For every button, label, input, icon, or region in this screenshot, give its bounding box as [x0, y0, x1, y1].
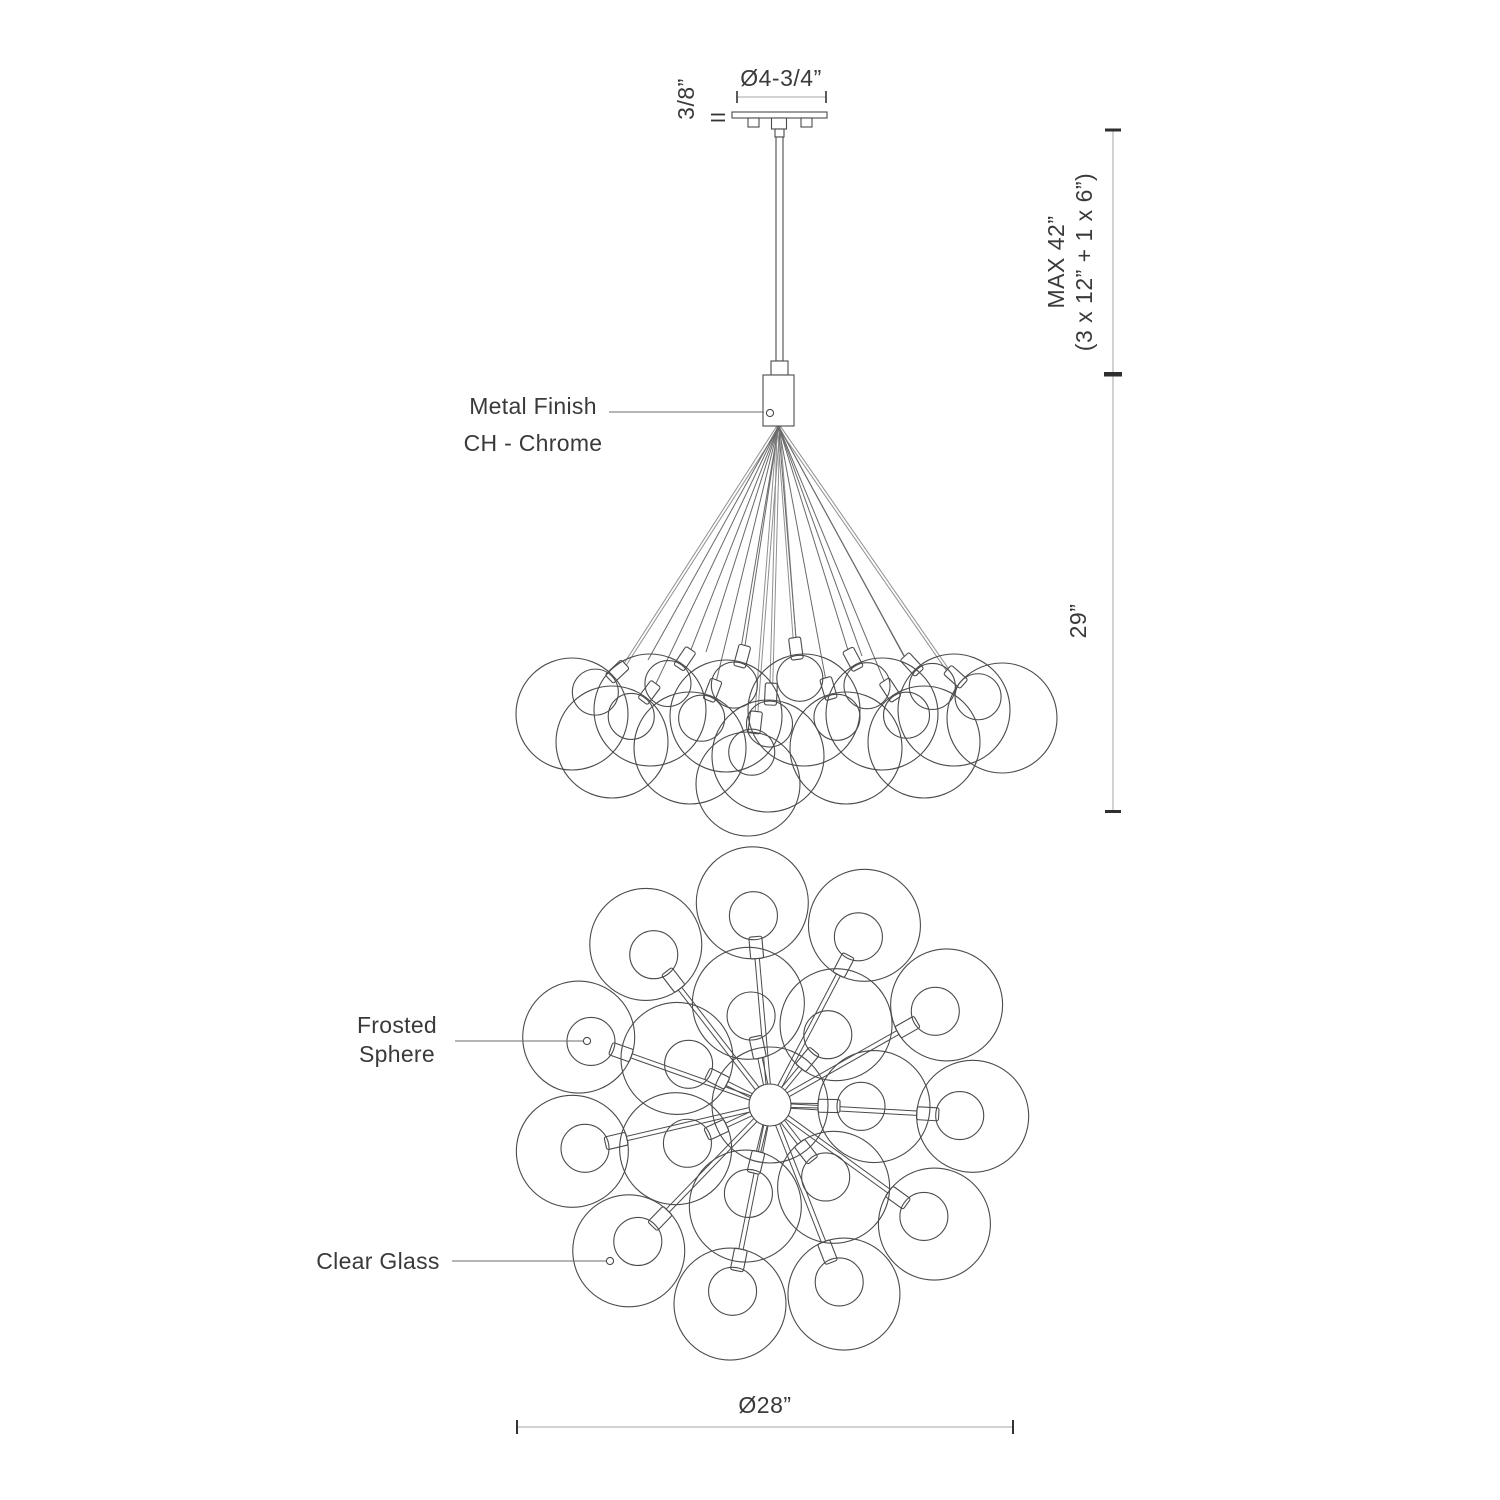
hub — [763, 361, 794, 426]
canopy-plate — [732, 112, 827, 118]
frosted-sphere-circle — [561, 1124, 609, 1172]
fixture-diameter-label: Ø28” — [738, 1392, 792, 1418]
clear-glass-circle — [516, 1095, 628, 1207]
frosted-sphere-circle — [936, 1092, 984, 1140]
canopy-diameter-label: Ø4-3/4” — [740, 65, 822, 91]
clear-glass-circle — [696, 732, 800, 836]
frosted-sphere-circle — [729, 892, 777, 940]
frosted-sphere-circle — [777, 655, 823, 701]
clear-glass-circle — [670, 660, 782, 772]
hub-collar — [771, 361, 788, 375]
frosted-sphere-line2: Sphere — [359, 1041, 435, 1067]
leader-dot-frosted — [583, 1037, 590, 1044]
canopy-tab-right — [801, 118, 812, 127]
clear-glass-circle — [674, 1248, 786, 1360]
canopy-stem-neck — [775, 129, 784, 137]
fixture-height-label: 29” — [1065, 603, 1091, 639]
frosted-sphere-line1: Frosted — [356, 1012, 438, 1038]
dim-canopy-thickness — [711, 115, 725, 121]
dim-suspension — [1104, 129, 1122, 814]
clear-glass-circle — [790, 692, 902, 804]
elevation-sphere-cluster — [516, 637, 1057, 836]
frosted-sphere-circle — [665, 1040, 713, 1088]
clear-glass-circle — [621, 1002, 733, 1114]
frosted-sphere-circle — [572, 669, 618, 715]
frosted-sphere-circle — [724, 1169, 772, 1217]
lamp-socket — [661, 967, 685, 992]
clear-glass-circle — [748, 654, 860, 766]
plan-view — [316, 847, 1028, 1434]
clear-glass-circle — [590, 888, 702, 1000]
lamp-socket — [648, 1206, 673, 1231]
max-suspension-detail-label: (3 x 12” + 1 x 6”) — [1071, 172, 1097, 352]
clear-glass-circle — [523, 981, 635, 1093]
frosted-sphere-circle — [614, 1217, 662, 1265]
annotation-frosted-sphere — [357, 1012, 591, 1067]
clear-glass-circle — [808, 869, 920, 981]
annotation-clear-glass — [316, 1248, 613, 1274]
frosted-sphere-circle — [630, 931, 678, 979]
frosted-sphere-circle — [837, 1082, 885, 1130]
frosted-sphere-circle — [814, 694, 860, 740]
dim-canopy-diameter — [737, 91, 826, 103]
clear-glass-label: Clear Glass — [316, 1248, 440, 1274]
max-suspension-label: MAX 42” — [1043, 215, 1069, 309]
clear-glass-circle — [620, 1093, 732, 1205]
clear-glass-circle — [788, 1238, 900, 1350]
frosted-sphere-circle — [709, 1267, 757, 1315]
frosted-sphere-circle — [679, 695, 725, 741]
clear-glass-circle — [891, 949, 1003, 1061]
frosted-sphere-circle — [727, 992, 775, 1040]
canopy-thickness-label: 3/8” — [673, 78, 699, 120]
frosted-sphere-circle — [900, 1192, 948, 1240]
lamp-socket — [795, 1047, 819, 1072]
canopy — [732, 112, 827, 137]
canopy-stem — [772, 118, 787, 129]
clear-glass-circle — [878, 1168, 990, 1280]
frosted-sphere-circle — [804, 1011, 852, 1059]
elevation-view — [464, 65, 1122, 836]
hub-body — [763, 375, 794, 426]
lamp-socket — [703, 678, 722, 703]
frosted-sphere-circle — [834, 913, 882, 961]
frosted-sphere-circle — [911, 987, 959, 1035]
frosted-sphere-circle — [815, 1258, 863, 1306]
setscrew-circle — [766, 409, 773, 416]
clear-glass-circle — [556, 686, 668, 798]
annotation-metal-finish — [464, 393, 764, 456]
dim-fixture-diameter — [517, 1420, 1013, 1434]
leader-dot-clear — [606, 1257, 613, 1264]
plan-hub-circle — [749, 1084, 791, 1126]
metal-finish-line2: CH - Chrome — [463, 430, 603, 456]
cable-bundle — [624, 425, 948, 711]
frosted-sphere-circle — [608, 693, 654, 739]
frosted-sphere-circle — [884, 692, 930, 738]
downrod — [776, 137, 783, 361]
clear-glass-circle — [692, 947, 804, 1059]
clear-glass-circle — [868, 686, 980, 798]
canopy-tab-left — [748, 118, 759, 127]
clear-glass-circle — [689, 1150, 801, 1262]
lamp-socket — [638, 680, 661, 705]
frosted-sphere-circle — [802, 1153, 850, 1201]
metal-finish-line1: Metal Finish — [469, 393, 597, 419]
